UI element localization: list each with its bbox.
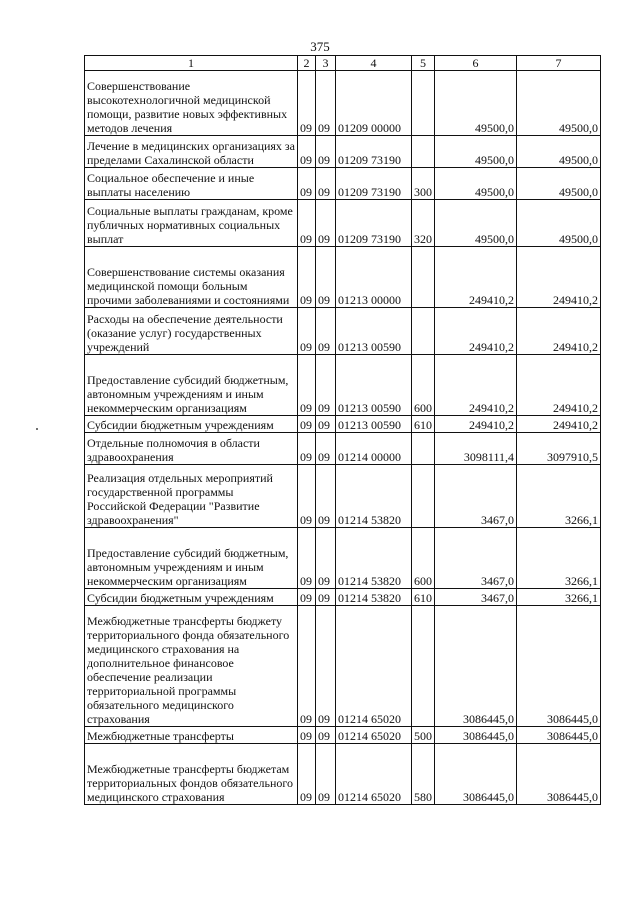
row-subsection: 09 bbox=[316, 589, 336, 606]
row-amount-year2: 249410,2 bbox=[517, 355, 601, 416]
row-section: 09 bbox=[298, 528, 316, 589]
row-target-code: 01209 73190 bbox=[336, 168, 412, 200]
row-name: Межбюджетные трансферты бюджету территориального фонда обязательного медицинского страхования на дополнительное финансовое обеспечение реализации территориальной программы обязательного медицинского страхования bbox=[85, 606, 298, 727]
row-section: 09 bbox=[298, 168, 316, 200]
column-header-2: 2 bbox=[298, 56, 316, 71]
row-section: 09 bbox=[298, 433, 316, 465]
row-target-code: 01214 00000 bbox=[336, 433, 412, 465]
header-row bbox=[85, 56, 601, 71]
row-expense-type bbox=[412, 465, 435, 528]
row-expense-type bbox=[412, 247, 435, 308]
row-name: Предоставление субсидий бюджетным, автономным учреждениям и иным некоммерческим организациям bbox=[85, 528, 298, 589]
row-amount-year1: 49500,0 bbox=[435, 136, 517, 168]
row-name: Субсидии бюджетным учреждениям bbox=[85, 589, 298, 606]
row-expense-type: 610 bbox=[412, 589, 435, 606]
row-name: Межбюджетные трансферты bbox=[85, 727, 298, 744]
row-target-code: 01214 53820 bbox=[336, 589, 412, 606]
row-target-code: 01213 00590 bbox=[336, 355, 412, 416]
table-row bbox=[85, 589, 601, 606]
row-section: 09 bbox=[298, 200, 316, 247]
row-subsection: 09 bbox=[316, 727, 336, 744]
row-expense-type: 320 bbox=[412, 200, 435, 247]
row-amount-year2: 249410,2 bbox=[517, 416, 601, 433]
row-subsection: 09 bbox=[316, 606, 336, 727]
row-amount-year2: 49500,0 bbox=[517, 136, 601, 168]
table-row bbox=[85, 727, 601, 744]
table-row bbox=[85, 465, 601, 528]
row-amount-year1: 3467,0 bbox=[435, 465, 517, 528]
row-expense-type: 500 bbox=[412, 727, 435, 744]
row-name: Социальные выплаты гражданам, кроме публичных нормативных социальных выплат bbox=[85, 200, 298, 247]
table-row bbox=[85, 416, 601, 433]
row-amount-year1: 49500,0 bbox=[435, 200, 517, 247]
scan-speck bbox=[36, 428, 38, 430]
row-section: 09 bbox=[298, 589, 316, 606]
row-target-code: 01213 00000 bbox=[336, 247, 412, 308]
row-amount-year1: 249410,2 bbox=[435, 416, 517, 433]
row-target-code: 01209 73190 bbox=[336, 136, 412, 168]
row-name: Отдельные полномочия в области здравоохранения bbox=[85, 433, 298, 465]
row-expense-type bbox=[412, 136, 435, 168]
row-amount-year2: 3266,1 bbox=[517, 589, 601, 606]
row-section: 09 bbox=[298, 727, 316, 744]
row-section: 09 bbox=[298, 606, 316, 727]
row-subsection: 09 bbox=[316, 355, 336, 416]
row-subsection: 09 bbox=[316, 136, 336, 168]
row-subsection: 09 bbox=[316, 528, 336, 589]
row-name: Лечение в медицинских организациях за пределами Сахалинской области bbox=[85, 136, 298, 168]
budget-table bbox=[84, 55, 601, 805]
row-amount-year1: 3467,0 bbox=[435, 589, 517, 606]
row-section: 09 bbox=[298, 744, 316, 805]
row-name: Совершенствование высокотехнологичной медицинской помощи, развитие новых эффективных методов лечения bbox=[85, 71, 298, 136]
page-number: 375 bbox=[310, 39, 330, 54]
row-expense-type: 610 bbox=[412, 416, 435, 433]
row-target-code: 01214 53820 bbox=[336, 465, 412, 528]
row-section: 09 bbox=[298, 71, 316, 136]
table-row bbox=[85, 247, 601, 308]
row-expense-type bbox=[412, 433, 435, 465]
row-subsection: 09 bbox=[316, 247, 336, 308]
row-expense-type bbox=[412, 606, 435, 727]
row-amount-year1: 249410,2 bbox=[435, 247, 517, 308]
row-amount-year2: 3086445,0 bbox=[517, 606, 601, 727]
row-section: 09 bbox=[298, 136, 316, 168]
table-row bbox=[85, 168, 601, 200]
column-header-5: 5 bbox=[412, 56, 435, 71]
row-amount-year2: 3266,1 bbox=[517, 465, 601, 528]
row-amount-year2: 3266,1 bbox=[517, 528, 601, 589]
row-expense-type: 600 bbox=[412, 528, 435, 589]
row-target-code: 01214 65020 bbox=[336, 727, 412, 744]
row-amount-year2: 3086445,0 bbox=[517, 744, 601, 805]
row-amount-year1: 249410,2 bbox=[435, 308, 517, 355]
row-amount-year1: 49500,0 bbox=[435, 168, 517, 200]
row-subsection: 09 bbox=[316, 200, 336, 247]
column-header-3: 3 bbox=[316, 56, 336, 71]
row-expense-type: 580 bbox=[412, 744, 435, 805]
row-amount-year2: 249410,2 bbox=[517, 308, 601, 355]
row-name: Субсидии бюджетным учреждениям bbox=[85, 416, 298, 433]
row-target-code: 01213 00590 bbox=[336, 308, 412, 355]
row-amount-year2: 49500,0 bbox=[517, 168, 601, 200]
row-section: 09 bbox=[298, 416, 316, 433]
row-amount-year2: 49500,0 bbox=[517, 71, 601, 136]
row-section: 09 bbox=[298, 355, 316, 416]
column-header-7: 7 bbox=[517, 56, 601, 71]
row-amount-year2: 3086445,0 bbox=[517, 727, 601, 744]
row-target-code: 01214 53820 bbox=[336, 528, 412, 589]
row-amount-year1: 249410,2 bbox=[435, 355, 517, 416]
row-target-code: 01209 00000 bbox=[336, 71, 412, 136]
row-subsection: 09 bbox=[316, 308, 336, 355]
row-subsection: 09 bbox=[316, 168, 336, 200]
row-target-code: 01214 65020 bbox=[336, 606, 412, 727]
row-subsection: 09 bbox=[316, 465, 336, 528]
row-amount-year2: 249410,2 bbox=[517, 247, 601, 308]
table-row bbox=[85, 355, 601, 416]
table-row bbox=[85, 744, 601, 805]
row-expense-type bbox=[412, 71, 435, 136]
row-name: Реализация отдельных мероприятий государственной программы Российской Федерации "Развитие здравоохранения" bbox=[85, 465, 298, 528]
row-amount-year1: 3086445,0 bbox=[435, 606, 517, 727]
table-row bbox=[85, 200, 601, 247]
table-row bbox=[85, 136, 601, 168]
row-amount-year1: 3086445,0 bbox=[435, 744, 517, 805]
column-header-6: 6 bbox=[435, 56, 517, 71]
row-amount-year1: 49500,0 bbox=[435, 71, 517, 136]
row-amount-year1: 3098111,4 bbox=[435, 433, 517, 465]
row-expense-type: 600 bbox=[412, 355, 435, 416]
row-section: 09 bbox=[298, 247, 316, 308]
row-subsection: 09 bbox=[316, 71, 336, 136]
row-name: Социальное обеспечение и иные выплаты населению bbox=[85, 168, 298, 200]
column-header-4: 4 bbox=[336, 56, 412, 71]
row-name: Совершенствование системы оказания медицинской помощи больным прочими заболеваниями и состояниями bbox=[85, 247, 298, 308]
table-row bbox=[85, 528, 601, 589]
row-expense-type bbox=[412, 308, 435, 355]
row-amount-year2: 3097910,5 bbox=[517, 433, 601, 465]
table-row bbox=[85, 606, 601, 727]
table-row bbox=[85, 71, 601, 136]
row-name: Межбюджетные трансферты бюджетам территориальных фондов обязательного медицинского страхования bbox=[85, 744, 298, 805]
row-name: Предоставление субсидий бюджетным, автономным учреждениям и иным некоммерческим организациям bbox=[85, 355, 298, 416]
row-target-code: 01213 00590 bbox=[336, 416, 412, 433]
column-header-1: 1 bbox=[85, 56, 298, 71]
row-subsection: 09 bbox=[316, 744, 336, 805]
row-subsection: 09 bbox=[316, 416, 336, 433]
row-amount-year2: 49500,0 bbox=[517, 200, 601, 247]
row-amount-year1: 3467,0 bbox=[435, 528, 517, 589]
row-expense-type: 300 bbox=[412, 168, 435, 200]
row-target-code: 01209 73190 bbox=[336, 200, 412, 247]
row-target-code: 01214 65020 bbox=[336, 744, 412, 805]
row-subsection: 09 bbox=[316, 433, 336, 465]
row-name: Расходы на обеспечение деятельности (оказание услуг) государственных учреждений bbox=[85, 308, 298, 355]
table-row bbox=[85, 308, 601, 355]
table-row bbox=[85, 433, 601, 465]
row-section: 09 bbox=[298, 308, 316, 355]
row-section: 09 bbox=[298, 465, 316, 528]
row-amount-year1: 3086445,0 bbox=[435, 727, 517, 744]
